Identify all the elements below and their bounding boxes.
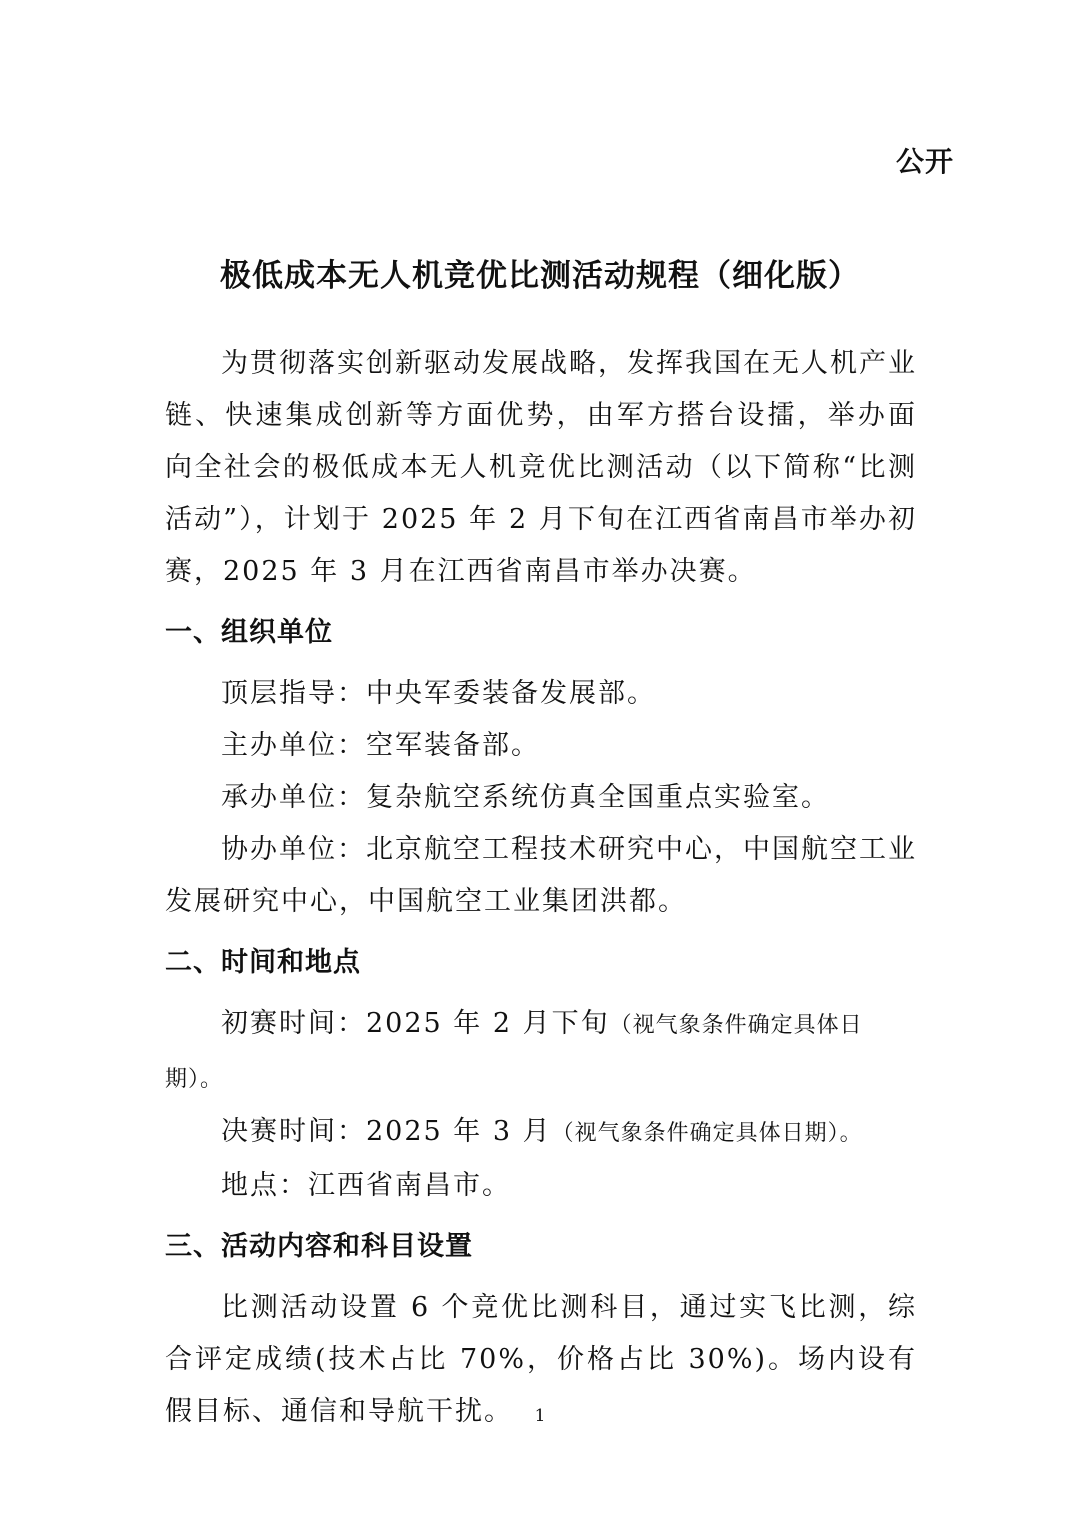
organizer-host: 主办单位：空军装备部。 bbox=[221, 730, 540, 761]
classification-label: 公开 bbox=[895, 145, 954, 178]
preliminary-time bbox=[165, 998, 917, 1106]
organizer-undertaker: 承办单位：复杂航空系统仿真全国重点实验室。 bbox=[221, 782, 830, 813]
final-time-text: 决赛时间：2025 年 3 月 bbox=[221, 1116, 552, 1147]
page-number: 1 bbox=[534, 1406, 546, 1426]
section-heading-content: 三、活动内容和科目设置 bbox=[165, 1231, 473, 1262]
final-time bbox=[165, 1106, 917, 1160]
preliminary-time-text: 初赛时间：2025 年 2 月下旬 bbox=[221, 1008, 610, 1039]
intro-paragraph: 为贯彻落实创新驱动发展战略，发挥我国在无人机产业链、快速集成创新等方面优势，由军方搭台设擂，举办面向全社会的极低成本无人机竞优比测活动（以下简称“比测活动”），计划于 2025 年 2 月下旬在江西省南昌市举办初赛，2025 年 3 月在江西省南昌市举办决赛。 bbox=[165, 348, 917, 587]
event-location: 地点：江西省南昌市。 bbox=[221, 1170, 511, 1201]
preliminary-time-note: （视气象条件确定具体日期）。 bbox=[165, 1013, 863, 1092]
section-heading-time-place: 二、时间和地点 bbox=[165, 947, 361, 978]
final-time-note: （视气象条件确定具体日期）。 bbox=[551, 1121, 863, 1146]
organizer-co-host: 协办单位：北京航空工程技术研究中心，中国航空工业发展研究中心，中国航空工业集团洪都。 bbox=[165, 834, 917, 917]
section-heading-organizers: 一、组织单位 bbox=[165, 617, 333, 648]
document-body bbox=[165, 338, 917, 1438]
document-title: 极低成本无人机竞优比测活动规程（细化版） bbox=[220, 258, 860, 294]
organizer-guidance: 顶层指导：中央军委装备发展部。 bbox=[221, 678, 656, 709]
content-paragraph: 比测活动设置 6 个竞优比测科目，通过实飞比测，综合评定成绩(技术占比 70%，价格占比 30%)。场内设有假目标、通信和导航干扰。 bbox=[165, 1292, 917, 1427]
